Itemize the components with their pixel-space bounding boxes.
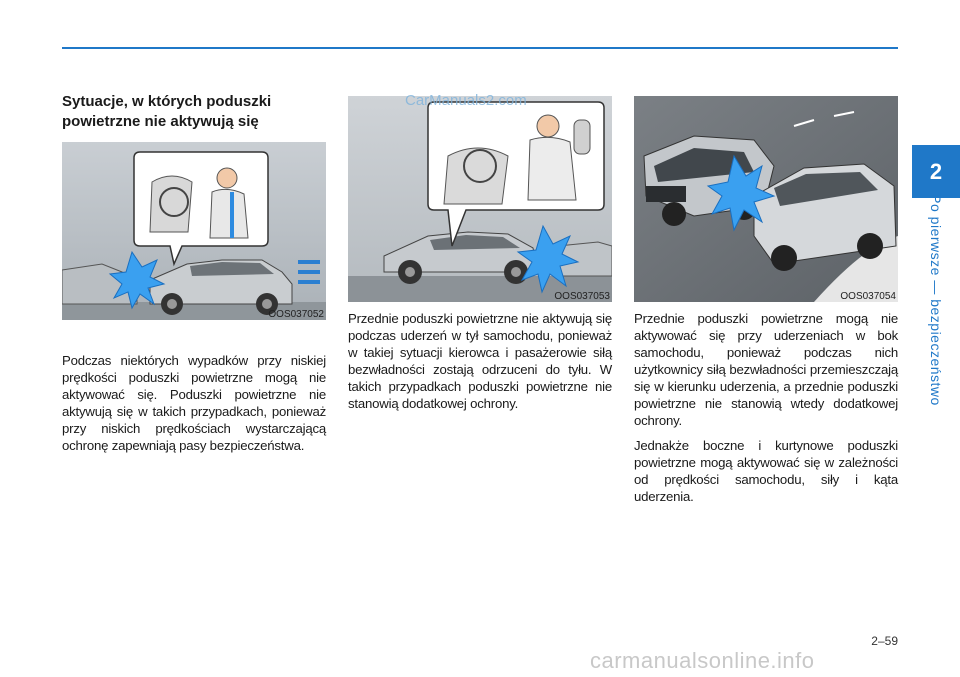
paragraph-rear-impact: Przednie poduszki powietrzne nie aktywują się podczas uderzeń w tył samochodu, ponieważ w takiej sytuacji kierowca i pasażerowie siłą bezwładności zostają odrzuceni do tyłu. W takich przypadkach poduszki powietrzne nie stanowią dodatkowej ochrony. [348,311,612,411]
illustration-rear-impact [348,96,612,302]
figure-rear-low-speed [62,142,326,320]
paragraph-side-impact: Przednie poduszki powietrzne mogą nie aktywować się przy uderzeniach w bok samochodu, ponieważ podczas nich użytkownicy siłą bezwładności przemieszczają się w kierunku uderzenia, a przednie poduszki powietrzne nie stanowią wtedy dodatkowej ochrony. [634,311,898,428]
chapter-label: Po pierwsze — bezpieczeństwo [928,194,944,406]
illustration-side-impact [634,96,898,302]
watermark-bottom: carmanualsonline.info [590,648,815,673]
chapter-number: 2 [929,158,943,184]
paragraph-side-curtain: Jednakże boczne i kurtynowe poduszki powietrzne mogą aktywować się w zależności od prędkości samochodu, siły i kąta uderzenia. [634,438,898,504]
illustration-rear-collision-low-speed [62,142,326,320]
figure-code: OOS037054 [840,291,896,302]
figure-code: OOS037052 [268,309,324,320]
figure-side-impact [634,96,898,302]
page-number: 2–59 [871,634,898,648]
top-rule [62,47,898,49]
watermark-top: CarManuals2.com [405,92,527,109]
chapter-tab [912,145,960,198]
figure-code: OOS037053 [554,291,610,302]
paragraph-low-speed: Podczas niektórych wypadków przy niskiej prędkości poduszki powietrzne mogą nie aktywować się. Poduszki powietrzne nie aktywują się w takich przypadkach, ponieważ przy niskich prędkościach wystarczającą ochronę zapewniają pasy bezpieczeństwa. [62,353,326,453]
section-title: Sytuacje, w których poduszki powietrzne nie aktywują się [62,93,272,130]
figure-rear-impact [348,96,612,302]
